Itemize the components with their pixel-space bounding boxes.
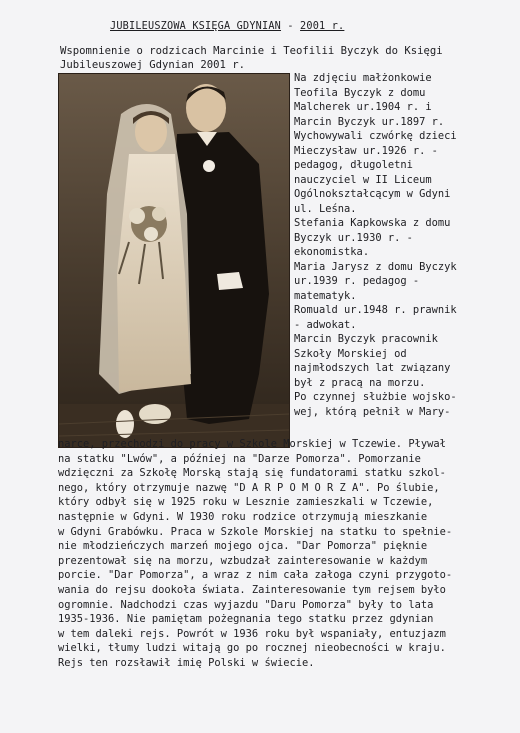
body-text-line: porcie. "Dar Pomorza", a wraz z nim cała załoga czyni przygoto- [58, 569, 453, 582]
intro-line: Wspomnienie o rodzicach Marcinie i Teofilii Byczyk do Księgi [60, 45, 443, 57]
document-year: 2001 r. [300, 21, 345, 32]
wedding-photo [58, 73, 290, 448]
side-column-text [294, 71, 494, 419]
side-text-line: wej, którą pełnił w Mary- [294, 405, 451, 418]
side-text-line: Stefania Kapkowska z domu [294, 217, 451, 229]
document-title: JUBILEUSZOWA KSIĘGA GDYNIAN [110, 21, 282, 32]
body-text-line: który odbył się w 1925 roku w Lesznie zamieszkali w Tczewie, [58, 496, 434, 509]
body-text-line: Rejs ten rozsławił imię Polski w świecie. [58, 656, 315, 669]
side-text-line: Marcin Byczyk pracownik [294, 333, 438, 345]
side-text-line: pedagog, długoletni [294, 159, 413, 171]
side-text-line: matematyk. [294, 289, 357, 302]
side-text-line: Mieczysław ur.1926 r. - [294, 144, 438, 157]
side-text-line: ekonomistka. [294, 246, 370, 258]
body-text-line: wania do rejsu dookoła świata. Zainteresowanie tym rejsem było [58, 583, 446, 596]
body-paragraph [58, 437, 468, 671]
title-separator: - [287, 21, 294, 32]
side-text-line: Wychowywali czwórkę dzieci [294, 130, 457, 142]
side-text-line: Ogólnokształcącym w Gdyni [294, 188, 451, 200]
body-text-line: wielki, tłumy ludzi witają go po rocznej nieobecności w kraju. [58, 642, 446, 655]
side-text-line: ul. Leśna. [294, 202, 357, 215]
side-text-line: ur.1939 r. pedagog - [294, 275, 420, 287]
side-text-line: Malcherek ur.1904 r. i [294, 101, 432, 113]
body-text-line: w Gdyni Grabówku. Praca w Szkole Morskiej na statku to spełnie- [58, 525, 453, 538]
side-text-line: Szkoły Morskiej od [294, 347, 407, 360]
body-text-line: narce, przechodzi do pracy w Szkole Morskiej w Tczewie. Pływał [58, 438, 446, 450]
intro-paragraph [60, 44, 460, 72]
side-text-line: nauczyciel w II Liceum [294, 173, 432, 186]
wedding-photo-illustration [59, 74, 289, 447]
body-text-line: ogromnie. Nadchodzi czas wyjazdu "Daru Pomorza" były to lata [58, 598, 434, 611]
side-text-line: - adwokat. [294, 318, 357, 331]
side-text-line: Marcin Byczyk ur.1897 r. [294, 115, 445, 128]
side-text-line: Romuald ur.1948 r. prawnik [294, 304, 457, 316]
side-text-line: Maria Jarysz z domu Byczyk [294, 260, 457, 273]
side-text-line: był z pracą na morzu. [294, 376, 426, 389]
body-text-line: następnie w Gdyni. W 1930 roku rodzice otrzymują mieszkanie [58, 510, 428, 523]
body-text-line: nie młodzieńczych marzeń mojego ojca. "Dar Pomorza" pięknie [58, 540, 428, 553]
side-text-line: Na zdjęciu małżonkowie [294, 72, 432, 84]
body-text-line: 1935-1936. Nie pamiętam pożegnania tego statku przez gdynian [58, 613, 434, 626]
side-text-line: Po czynnej służbie wojsko- [294, 391, 457, 403]
intro-line: Jubileuszowej Gdynian 2001 r. [60, 59, 245, 71]
body-text-line: prezentował się na morzu, wzbudzał zainteresowanie w każdym [58, 554, 428, 567]
body-text-line: w tem dalekі rejs. Powrót w 1936 roku był wspaniały, entuzjazm [58, 627, 446, 640]
side-text-line: Teofila Byczyk z domu [294, 86, 426, 99]
document-header [110, 21, 400, 32]
side-text-line: Byczyk ur.1930 r. - [294, 231, 413, 244]
body-text-line: nego, który otrzymuje nazwę "D A R P O M O R Z A". Po ślubie, [58, 481, 440, 494]
side-text-line: najmłodszych lat związany [294, 362, 451, 374]
body-text-line: wdzięczni za Szkołę Morską stają się fundatorami statku szkol- [58, 467, 446, 480]
body-text-line: na statku "Lwów", a później na "Darze Pomorza". Pomorzanie [58, 452, 421, 465]
